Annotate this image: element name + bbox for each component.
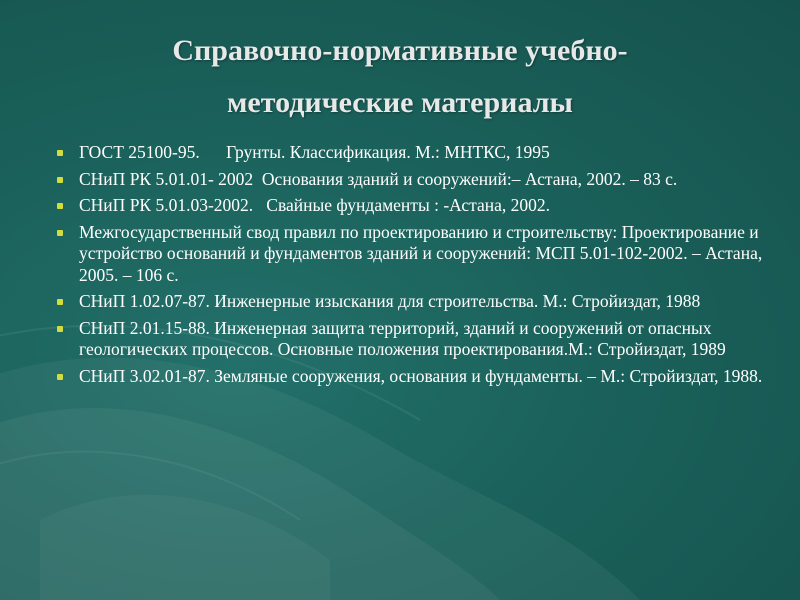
slide-title xyxy=(60,25,740,129)
list-item-text: СНиП РК 5.01.03-2002. Свайные фундаменты : -Астана, 2002. xyxy=(79,195,550,215)
list-item xyxy=(55,318,770,361)
slide-title-line-1: Справочно-нормативные учебно- xyxy=(172,34,628,67)
bullet-icon xyxy=(57,150,63,156)
list-item-text: ГОСТ 25100-95. Грунты. Классификация. М.: МНТКС, 1995 xyxy=(79,142,550,162)
list-item xyxy=(55,169,770,191)
bullet-icon xyxy=(57,374,63,380)
list-item xyxy=(55,291,770,313)
list-item-text: СНиП РК 5.01.01- 2002 Основания зданий и сооружений:– Астана, 2002. – 83 с. xyxy=(79,168,678,189)
list-item-text: Межгосударственный свод правил по проектированию и строительству: Проектирование и устройство оснований и фундаментов зданий и сооружений: МСП 5.01-102-2002. – Астана, 2005. – 106 с. xyxy=(79,221,767,285)
bullet-icon xyxy=(57,230,63,236)
bullet-icon xyxy=(57,326,63,332)
list-item xyxy=(55,366,770,388)
list-item-text: СНиП 3.02.01-87. Земляные сооружения, основания и фундаменты. – М.: Стройиздат, 1988. xyxy=(79,365,763,386)
reference-list xyxy=(55,142,770,392)
slide-title-line-2: методические материалы xyxy=(227,86,573,119)
list-item xyxy=(55,222,770,287)
bullet-icon xyxy=(57,203,63,209)
list-item xyxy=(55,142,770,164)
list-item xyxy=(55,195,770,217)
bullet-icon xyxy=(57,299,63,305)
list-item-text: СНиП 2.01.15-88. Инженерная защита территорий, зданий и сооружений от опасных геологических процессов. Основные положения проектирования.М.: Стройиздат, 1989 xyxy=(79,317,726,359)
list-item-text: СНиП 1.02.07-87. Инженерные изыскания для строительства. М.: Стройиздат, 1988 xyxy=(79,291,701,311)
bullet-icon xyxy=(57,177,63,183)
